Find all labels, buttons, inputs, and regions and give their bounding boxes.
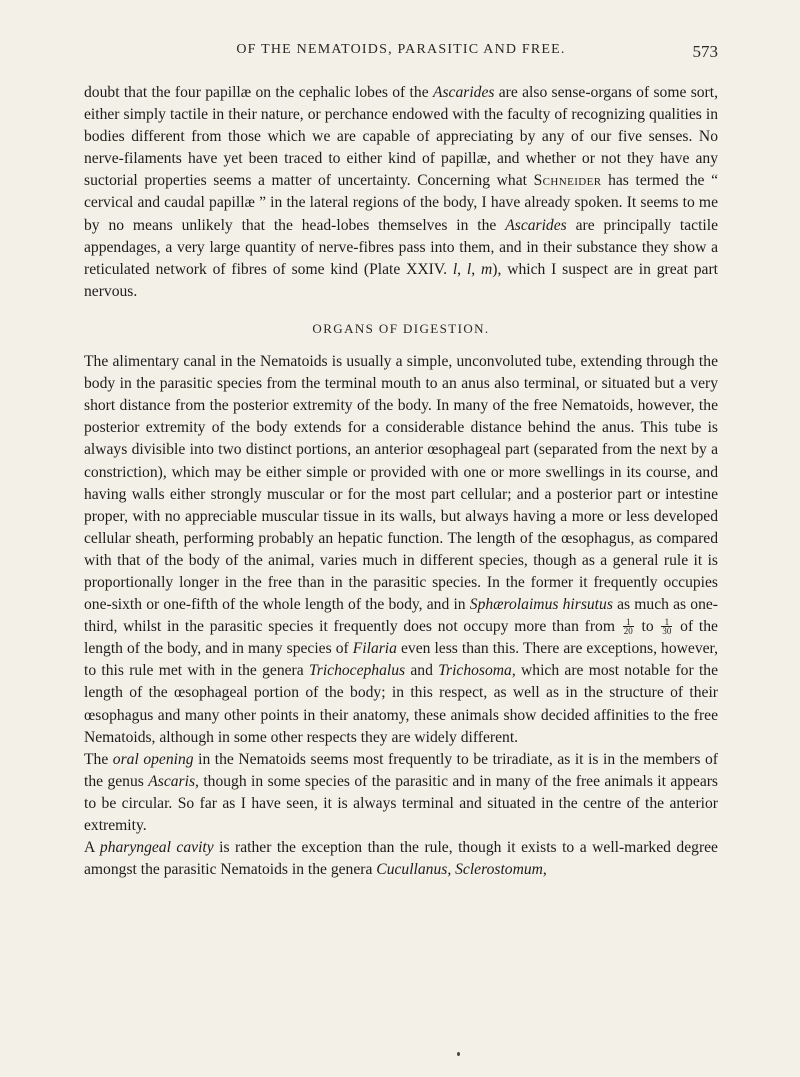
body-text bbox=[84, 82, 718, 881]
paragraph-alimentary-canal bbox=[84, 351, 718, 749]
fraction-denominator: 30 bbox=[662, 626, 672, 637]
genus-name: Ascarides bbox=[505, 216, 567, 234]
text-run: ), which I suspect are in great part nervous. bbox=[84, 260, 719, 300]
author-name: Schneider bbox=[533, 172, 602, 190]
genus-name: Cucullanus, Sclerostomum bbox=[376, 861, 543, 879]
text-run: has termed the “ cervical and caudal papillæ ” in the lateral regions of the body, I have already spoken. It seems to me by no means unlikely that the head-lobes themselves in the bbox=[84, 172, 718, 234]
text-run: , bbox=[542, 861, 547, 879]
text-run: are also sense-organs of some sort, either simply tactile in their nature, or perchance endowed with the faculty of recognizing qualities in bodies different from those which we are capable of appreciating by any of our five senses. No nerve-filaments have yet been traced to either kind of papillæ, and whether or not they have any suctorial properties seems a matter of uncertainty. Concerning what bbox=[84, 84, 718, 190]
running-head bbox=[84, 42, 718, 64]
text-run: , bbox=[457, 260, 467, 278]
plate-figure-label: m bbox=[481, 260, 493, 278]
term-italic: pharyngeal cavity bbox=[99, 839, 214, 857]
text-run: and bbox=[405, 662, 439, 680]
fraction-numerator: 1 bbox=[661, 618, 672, 627]
text-run: doubt that the four papillæ on the cephalic lobes of the bbox=[84, 84, 433, 101]
plate-figure-label: l bbox=[452, 260, 458, 278]
paragraph-oral-opening bbox=[84, 749, 718, 837]
genus-name: Filaria bbox=[352, 640, 397, 658]
text-run: is rather the exception than the rule, though it exists to a well-marked degree amongst the parasitic Nematoids in the genera bbox=[84, 839, 718, 879]
text-run: , though in some species of the parasitic and in many of the free animals it appears to be circular. So far as I have seen, it is always terminal and situated in the centre of the anterior extremity. bbox=[84, 772, 718, 834]
paragraph-papillae bbox=[84, 82, 718, 303]
section-heading: ORGANS OF DIGESTION. bbox=[312, 320, 490, 336]
fraction-denominator: 20 bbox=[623, 626, 633, 637]
paragraph-pharyngeal-cavity bbox=[84, 837, 718, 881]
genus-name: Trichocephalus bbox=[308, 662, 406, 680]
text-run: , which are most notable for the length of the œsophageal portion of the body; in this respect, as well as in the structure of their œsophagus and many other points in their anatomy, these animals show decided affinities to the free Nematoids, although in some other respects they are widely different. bbox=[84, 662, 718, 746]
fraction-one-twentieth bbox=[623, 618, 634, 635]
text-run: to bbox=[635, 618, 660, 636]
text-run: A bbox=[84, 839, 100, 857]
plate-figure-label: l bbox=[466, 260, 472, 278]
text-run: as much as one-third, whilst in the parasitic species it frequently does not occupy more than from bbox=[84, 596, 718, 636]
fraction-one-thirtieth bbox=[661, 618, 672, 635]
term-italic: oral opening bbox=[112, 750, 194, 768]
text-run: , bbox=[471, 260, 481, 278]
genus-name: Trichosoma bbox=[438, 662, 512, 680]
running-title: OF THE NEMATOIDS, PARASITIC AND FREE. bbox=[236, 42, 566, 57]
species-name: Sphærolaimus hirsutus bbox=[469, 596, 613, 614]
text-run: The bbox=[84, 750, 113, 768]
paper-speck bbox=[457, 1052, 460, 1056]
text-run: in the Nematoids seems most frequently to be triradiate, as it is in the members of the genus bbox=[84, 750, 718, 790]
fraction-numerator: 1 bbox=[623, 618, 634, 627]
text-run: of the length of the body, and in many species of bbox=[84, 618, 718, 658]
genus-name: Ascaris bbox=[148, 772, 196, 790]
page-number: 573 bbox=[692, 42, 718, 61]
text-run: The alimentary canal in the Nematoids is usually a simple, unconvoluted tube, extending through the body in the parasitic species from the terminal mouth to an anus also terminal, or situated but a very short distance from the posterior extremity of the body. In many of the free Nematoids, however, the posterior extremity of the body extends for a considerable distance behind the anus. This tube is always divisible into two distinct portions, an anterior œsophageal part (separated from the next by a constriction), which may be either simple or provided with one or more swellings in its course, and having walls either strongly muscular or for the most part cellular; and a posterior part or intestine proper, with no appreciable muscular tissue in its walls, but always having a more or less developed cellular sheath, performing probably an hepatic function. The length of the œsophagus, as compared with that of the body of the animal, varies much in different species, though as a general rule it is proportionally longer in the free than in the parasitic species. In the former it frequently occupies one-sixth or one-fifth of the whole length of the body, and in bbox=[84, 353, 718, 614]
text-run: even less than this. There are exceptions, however, to this rule met with in the genera bbox=[84, 640, 719, 680]
text-run: are principally tactile appendages, a very large quantity of nerve-fibres pass into them, and in their substance they show a reticulated network of fibres of some kind (Plate XXIV. bbox=[84, 216, 718, 278]
genus-name: Ascarides bbox=[432, 84, 495, 101]
